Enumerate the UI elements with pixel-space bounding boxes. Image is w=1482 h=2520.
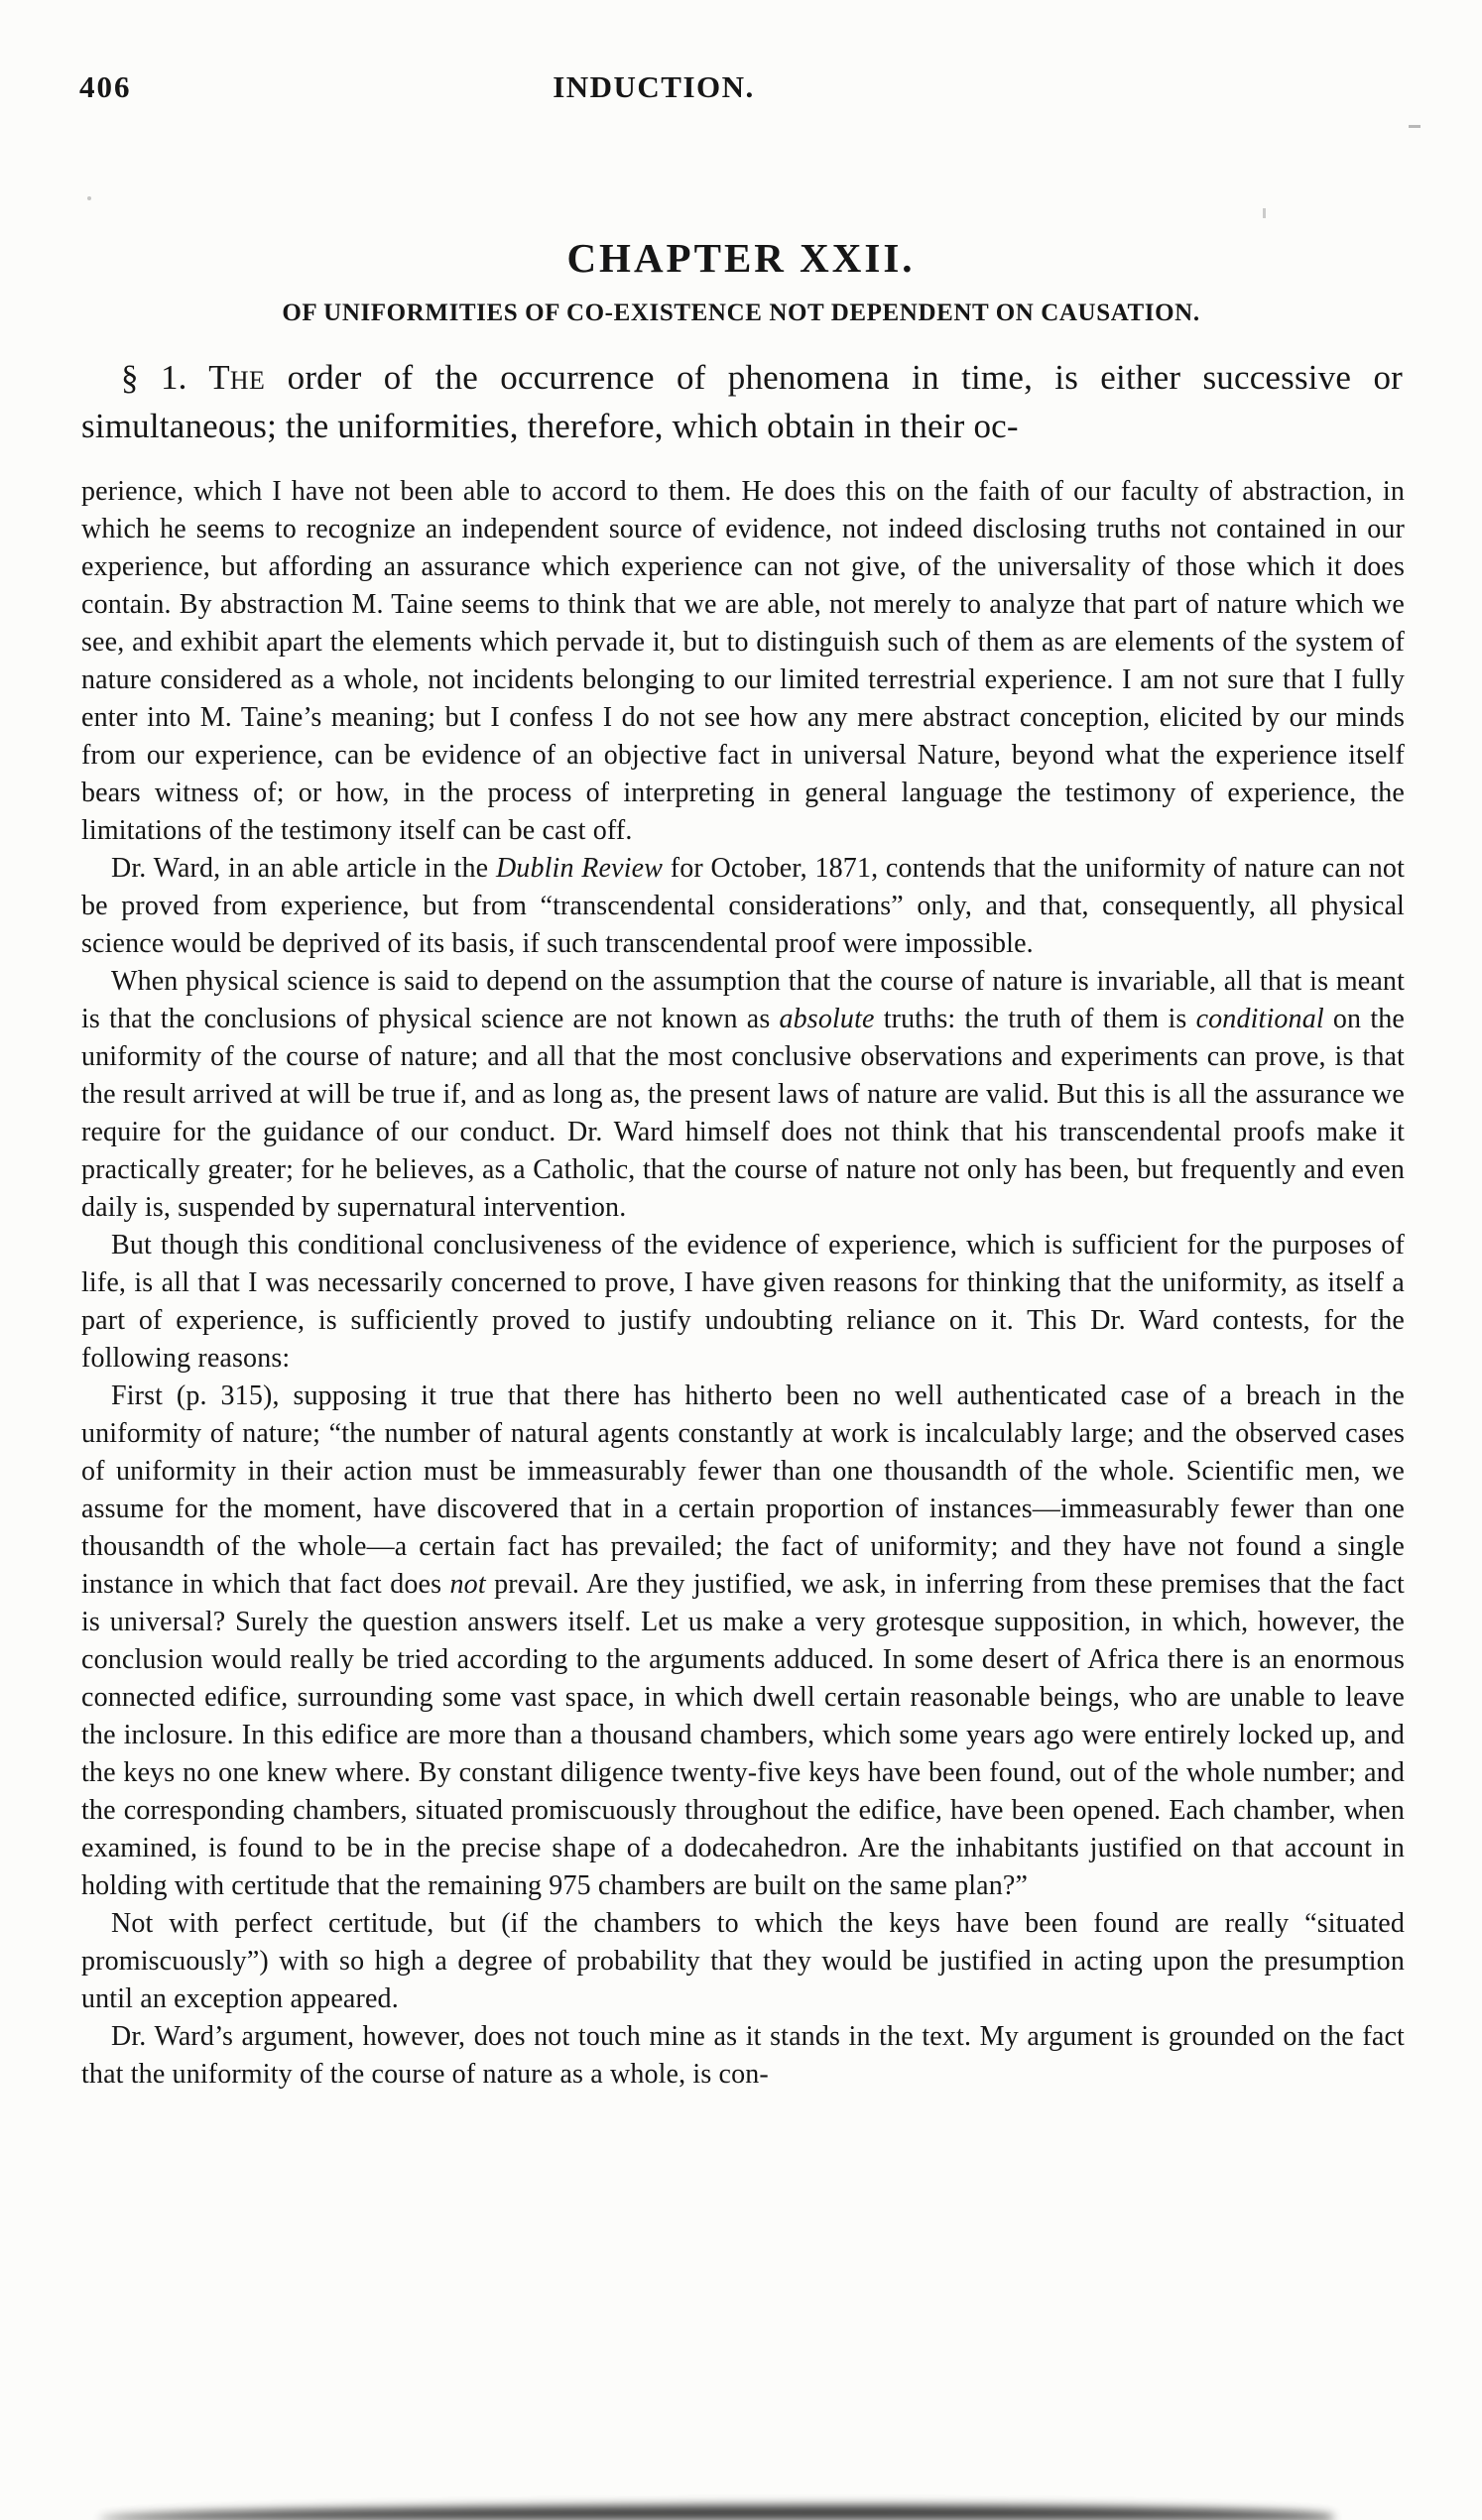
footnote-paragraph: First (p. 315), supposing it true that there has hitherto been no well authenticated case of a breach in the uniformity of nature; “the number of natural agents constantly at work is incalculably large; and the observed cases of uniformity in their action must be immeasurably fewer than one thousandth of the whole. Scientific men, we assume for the moment, have discovered that in a certain proportion of instances—immeasurably fewer than one thousandth of the whole—a certain fact has prevailed; the fact of uniformity; and they have not found a single instance in which that fact does not prevail. Are they justified, we ask, in inferring from these premises that the fact is universal? Surely the question answers itself. Let us make a very grotesque supposition, in which, however, the conclusion would really be tried according to the arguments adduced. In some desert of Africa there is an enormous connected edifice, surrounding some vast space, in which dwell certain reasonable beings, who are unable to leave the inclosure. In this edifice are more than a thousand chambers, which some years ago were entirely locked up, and the keys no one knew where. By constant diligence twenty-five keys have been found, out of the whole number; and the corresponding chambers, situated promiscuously throughout the edifice, have been opened. Each chamber, when examined, is found to be in the precise shape of a dodecahedron. Are the inhabitants justified on that account in holding with certitude that the remaining 975 chambers are built on the same plan?” — [81, 1380, 1405, 1901]
scan-artifact-dash — [1409, 125, 1420, 128]
section-opening-paragraph — [81, 355, 1403, 449]
footnote-paragraph: Dr. Ward, in an able article in the Dublin Review for October, 1871, contends that the uniformity of nature can not be proved from experience, but from “transcendental considerations” only, and that, consequently, all physical science would be deprived of its basis, if such transcendental proof were impossible. — [81, 853, 1406, 959]
chapter-title: CHAPTER XXII. — [566, 235, 916, 281]
scan-edge-shadow — [99, 2505, 1333, 2520]
scan-artifact-tick — [1263, 208, 1266, 218]
footnote-paragraph: But though this conditional conclusiveness of the evidence of experience, which is sufficient for the purposes of life, is all that I was necessarily concerned to prove, I have given reasons for thinking that the uniformity, as itself a part of experience, is sufficiently proved to justify undoubting reliance on it. This Dr. Ward contests, for the following reasons: — [81, 1230, 1405, 1374]
book-page — [0, 69, 1482, 2520]
chapter-subtitle: OF UNIFORMITIES OF CO-EXISTENCE NOT DEPENDENT ON CAUSATION. — [282, 300, 1200, 326]
page-number: 406 — [79, 69, 132, 104]
section-opening-text: order of the occurrence of phenomena in time, is either successive or simultaneous; the uniformities, therefore, which obtain in their oc- — [81, 358, 1403, 445]
section-marker: § 1. T — [121, 358, 230, 397]
section-marker-smallcaps: HE — [229, 366, 266, 395]
footnote-paragraph: Not with perfect certitude, but (if the chambers to which the keys have been found are really “situated promiscuously”) with so high a degree of probability that they would be justified in acting upon the presumption until an exception appeared. — [81, 1908, 1405, 2014]
footnote-paragraph: Dr. Ward’s argument, however, does not touch mine as it stands in the text. My argument is grounded on the fact that the uniformity of the course of nature as a whole, is con- — [81, 2021, 1405, 2090]
scan-artifact-dot — [87, 196, 91, 200]
footnote-paragraph: perience, which I have not been able to accord to them. He does this on the faith of our faculty of abstraction, in which he seems to recognize an independent source of evidence, not indeed disclosing truths not contained in our experience, but affording an assurance which experience can not give, of the universality of those which it does contain. By abstraction M. Taine seems to think that we are able, not merely to analyze that part of nature which we see, and exhibit apart the elements which pervade it, but to distinguish such of them as are elements of the system of nature considered as a whole, not incidents belonging to our limited terrestrial experience. I am not sure that I fully enter into M. Taine’s meaning; but I confess I do not see how any mere abstract conception, elicited by our minds from our experience, can be evidence of an objective fact in universal Nature, beyond what the experience itself bears witness of; or how, in the process of interpreting in general language the testimony of experience, the limitations of the testimony itself can be cast off. — [81, 476, 1405, 846]
footnote-block — [81, 473, 1405, 2094]
page-header — [0, 69, 1482, 109]
running-header-title: INDUCTION. — [553, 69, 755, 104]
footnote-paragraph: When physical science is said to depend on the assumption that the course of nature is invariable, all that is meant is that the conclusions of physical science are not known as absolute truths: the truth of them is conditional on the uniformity of the course of nature; and all that the most conclusive observations and experiments can prove, is that the result arrived at will be true if, and as long as, the present laws of nature are valid. But this is all the assurance we require for the guidance of our conduct. Dr. Ward himself does not think that his transcendental proofs make it practically greater; for he believes, as a Catholic, that the course of nature not only has been, but frequently and even daily is, suspended by supernatural intervention. — [81, 966, 1405, 1223]
